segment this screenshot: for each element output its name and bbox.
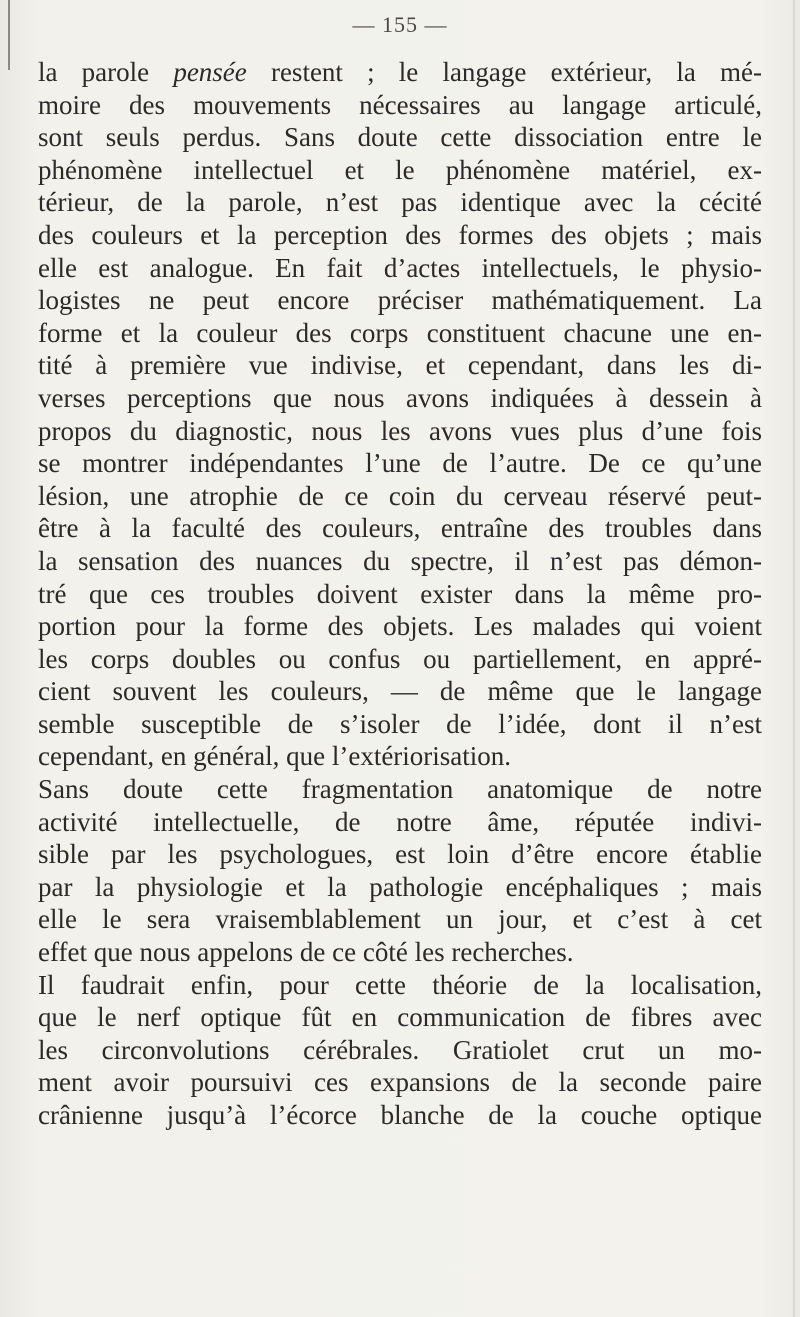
text-line: semble susceptible de s’isoler de l’idée, dont il n’est [38,708,762,739]
text-line: effet que nous appelons de ce côté les recherches. [38,937,574,968]
text-line: moire des mouvements nécessaires au langage articulé, [38,89,762,120]
text-line: cient souvent les couleurs, — de même que le langage [38,676,762,707]
text-line: sible par les psychologues, est loin d’être encore établie [38,839,762,870]
text-line: elle est analogue. En fait d’actes intellectuels, le physio- [38,252,762,283]
text-line: phénomène intellectuel et le phénomène matériel, ex- [38,154,762,185]
text-line: Sans doute cette fragmentation anatomique de notre [38,774,762,805]
text-line: les corps doubles ou confus ou partiellement, en appré- [38,643,762,674]
text-line: que le nerf optique fût en communication de fibres avec [38,1002,762,1033]
text-line: ment avoir poursuivi ces expansions de la seconde paire [38,1067,762,1098]
page-number: — 155 — [352,12,448,37]
text-line: la parole pensée restent ; le langage extérieur, la mé- [38,57,762,87]
body-text [38,56,762,1132]
text-line: par la physiologie et la pathologie encéphaliques ; mais [38,871,762,902]
text-line: se montrer indépendantes l’une de l’autre. De ce qu’une [38,448,762,479]
text-line: activité intellectuelle, de notre âme, réputée indivi- [38,806,762,837]
text-line: tité à première vue indivise, et cependant, dans les di- [38,350,762,381]
text-line: verses perceptions que nous avons indiquées à dessein à [38,382,762,413]
text-line: la sensation des nuances du spectre, il n’est pas démon- [38,545,762,576]
text-line: être à la faculté des couleurs, entraîne des troubles dans [38,513,762,544]
text-line: des couleurs et la perception des formes des objets ; mais [38,219,762,250]
text-line: propos du diagnostic, nous les avons vues plus d’une fois [38,415,762,446]
text-line: sont seuls perdus. Sans doute cette dissociation entre le [38,122,762,153]
page-gutter [793,0,795,1317]
text-line: térieur, de la parole, n’est pas identique avec la cécité [38,187,762,218]
text-line: elle le sera vraisemblablement un jour, et c’est à cet [38,904,762,935]
text-line: crânienne jusqu’à l’écorce blanche de la couche optique [38,1100,762,1130]
text-line: forme et la couleur des corps constituent chacune une en- [38,317,762,348]
text-line: lésion, une atrophie de ce coin du cerveau réservé peut- [38,480,762,511]
text-line: cependant, en général, que l’extériorisation. [38,741,512,772]
text-line: portion pour la forme des objets. Les malades qui voient [38,611,762,642]
text-line: Il faudrait enfin, pour cette théorie de la localisation, [38,969,762,1000]
italic-word: pensée [173,57,247,87]
text-line: les circonvolutions cérébrales. Gratiolet crut un mo- [38,1034,762,1065]
text-line: logistes ne peut encore préciser mathématiquement. La [38,285,762,316]
text-line: tré que ces troubles doivent exister dans la même pro- [38,578,762,609]
